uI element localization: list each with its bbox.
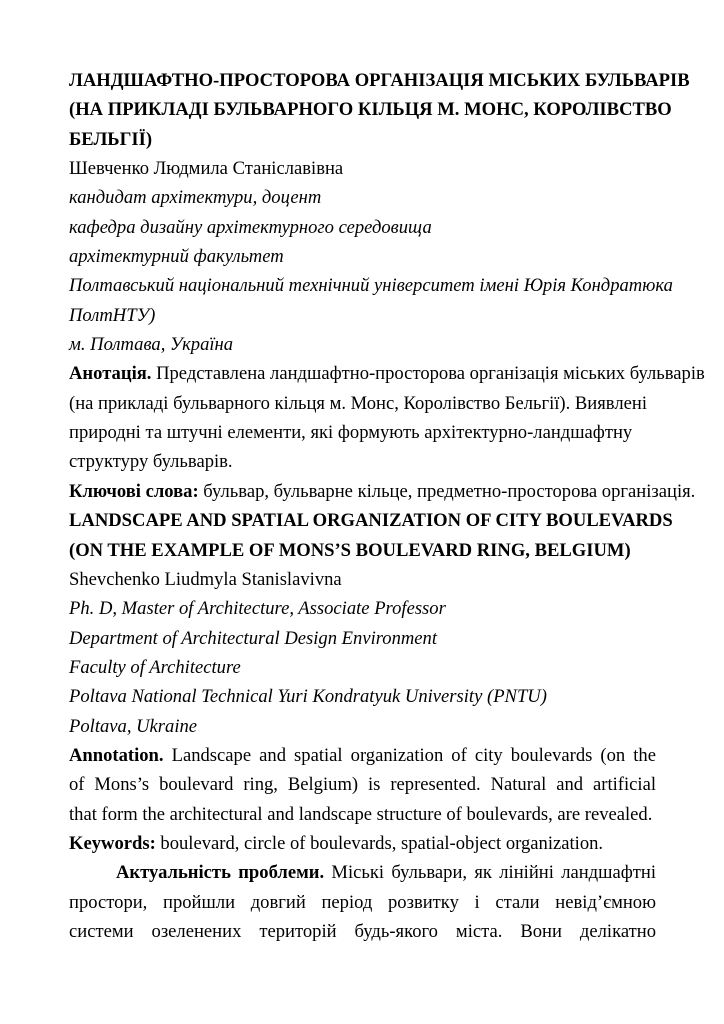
ua-university: Полтавський національний технічний університет імені Юрія Кондратюка xyxy=(69,275,673,297)
ua-city: м. Полтава, Україна xyxy=(69,334,234,356)
ua-degree: кандидат архітектури, доцент xyxy=(69,187,322,209)
en-title-line: LANDSCAPE AND SPATIAL ORGANIZATION OF CITY BOULEVARDS xyxy=(69,510,673,532)
en-annotation-line: that form the architectural and landscape structure of boulevards, are revealed. xyxy=(69,803,653,825)
en-author: Shevchenko Liudmyla Stanislavivna xyxy=(69,568,342,590)
en-title-line: (ON THE EXAMPLE OF MONS’S BOULEVARD RING, BELGIUM) xyxy=(69,539,631,561)
ua-annotation-line: природні та штучні елементи, які формують архітектурно-ландшафтну xyxy=(69,422,633,444)
en-university: Poltava National Technical Yuri Kondratyuk University (PNTU) xyxy=(69,686,547,708)
ua-title-line: ЛАНДШАФТНО-ПРОСТОРОВА ОРГАНІЗАЦІЯ МІСЬКИХ БУЛЬВАРІВ xyxy=(69,70,690,91)
en-city: Poltava, Ukraine xyxy=(69,715,198,737)
ua-author: Шевченко Людмила Станіславівна xyxy=(69,158,344,180)
ua-annotation-line: структуру бульварів. xyxy=(69,451,233,473)
body-line: системи озеленених територій будь-якого міста. Вони делікатно xyxy=(69,920,656,942)
body-line: простори, пройшли довгий період розвитку і стали невід’ємною xyxy=(69,891,656,913)
en-department: Department of Architectural Design Environment xyxy=(69,627,438,649)
ua-faculty: архітектурний факультет xyxy=(69,246,284,268)
ua-title-line: (НА ПРИКЛАДІ БУЛЬВАРНОГО КІЛЬЦЯ М. МОНС, КОРОЛІВСТВО xyxy=(69,99,672,121)
en-keywords-label: Keywords: xyxy=(69,832,156,854)
document-page xyxy=(69,66,705,946)
en-keywords-text: boulevard, circle of boulevards, spatial-object organization. xyxy=(155,832,604,854)
en-annotation-label: Annotation. xyxy=(69,744,164,766)
section-heading: Актуальність проблеми. xyxy=(116,862,325,884)
ua-annotation-text: Представлена ландшафтно-просторова організація міських бульварів xyxy=(151,363,705,385)
body-text: Міські бульвари, як лінійні ландшафтні xyxy=(324,862,656,884)
ua-university: ПолтНТУ) xyxy=(69,304,156,326)
en-annotation-line xyxy=(69,741,656,770)
ua-keywords-text: бульвар, бульварне кільце, предметно-просторова організація. xyxy=(198,480,696,502)
en-keywords xyxy=(69,829,656,858)
ua-keywords-label: Ключові слова: xyxy=(69,480,199,502)
body-line xyxy=(69,858,656,887)
en-faculty: Faculty of Architecture xyxy=(69,656,241,678)
ua-annotation-line: (на прикладі бульварного кільця м. Монс, Королівство Бельгії). Виявлені xyxy=(69,392,647,414)
en-annotation-text: Landscape and spatial organization of city boulevards (on the xyxy=(171,744,656,766)
ua-annotation-label: Анотація. xyxy=(69,363,152,385)
en-annotation-line: of Mons’s boulevard ring, Belgium) is represented. Natural and artificial xyxy=(69,774,656,796)
ua-keywords xyxy=(69,477,696,506)
ua-department: кафедра дизайну архітектурного середовища xyxy=(69,216,432,238)
en-degree: Ph. D, Master of Architecture, Associate Professor xyxy=(69,598,446,620)
ua-title-line: БЕЛЬГІЇ) xyxy=(69,128,153,150)
ua-annotation-line xyxy=(69,359,705,388)
